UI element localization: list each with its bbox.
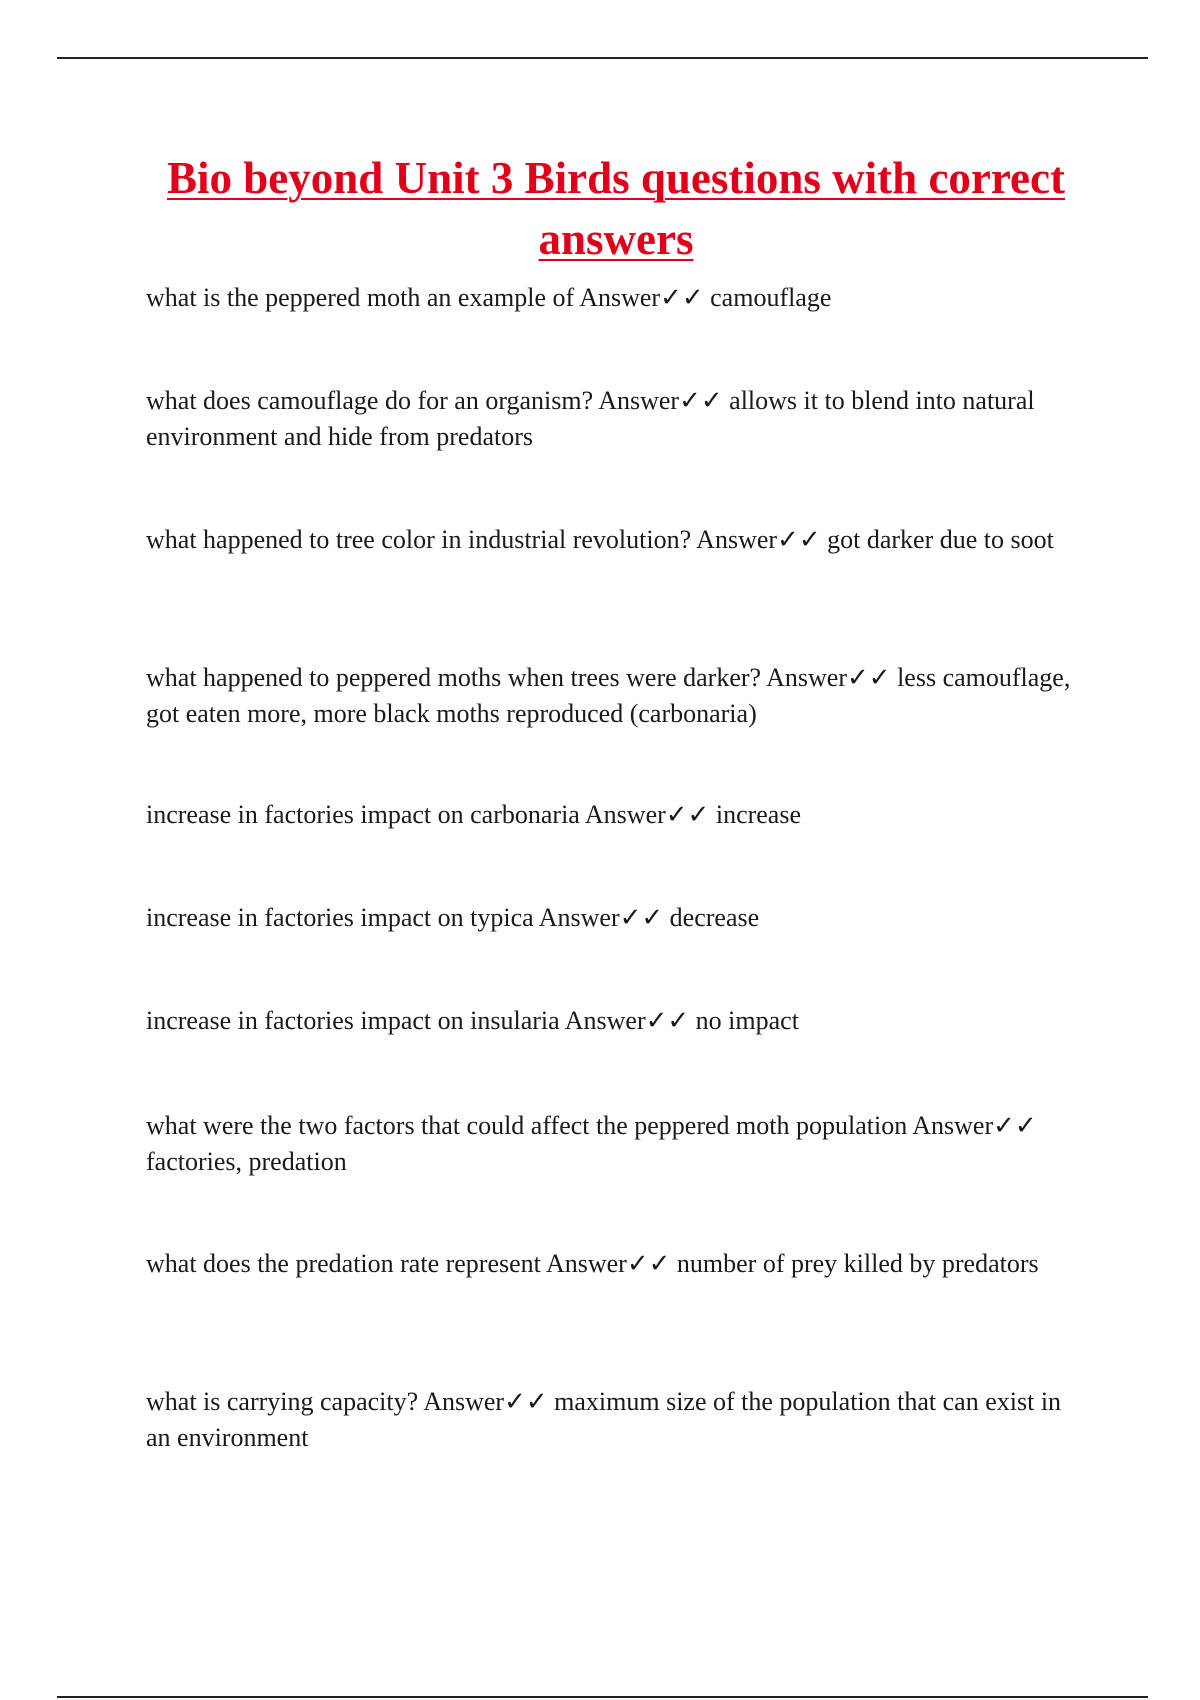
header-rule — [57, 57, 1148, 59]
qa-item-4: what happened to peppered moths when trees were darker? Answer✓✓ less camouflage, got eaten more, more black moths reproduced (carbonaria) — [146, 663, 1071, 728]
qa-item-8: what were the two factors that could affect the peppered moth population Answer✓✓ factories, predation — [146, 1111, 1037, 1176]
footer-rule — [57, 1696, 1148, 1698]
document-title: Bio beyond Unit 3 Birds questions with correct answers — [167, 153, 1065, 264]
qa-item-10: what is carrying capacity? Answer✓✓ maximum size of the population that can exist in an environment — [146, 1387, 1062, 1452]
qa-item-3: what happened to tree color in industrial revolution? Answer✓✓ got darker due to soot — [146, 525, 1054, 554]
qa-item-1: what is the peppered moth an example of Answer✓✓ camouflage — [146, 283, 832, 312]
qa-item-2: what does camouflage do for an organism? Answer✓✓ allows it to blend into natural environment and hide from predators — [146, 386, 1035, 451]
qa-item-9: what does the predation rate represent Answer✓✓ number of prey killed by predators — [146, 1249, 1039, 1278]
qa-item-5: increase in factories impact on carbonaria Answer✓✓ increase — [146, 800, 802, 829]
qa-item-6: increase in factories impact on typica Answer✓✓ decrease — [146, 903, 760, 932]
qa-item-7: increase in factories impact on insularia Answer✓✓ no impact — [146, 1006, 799, 1035]
